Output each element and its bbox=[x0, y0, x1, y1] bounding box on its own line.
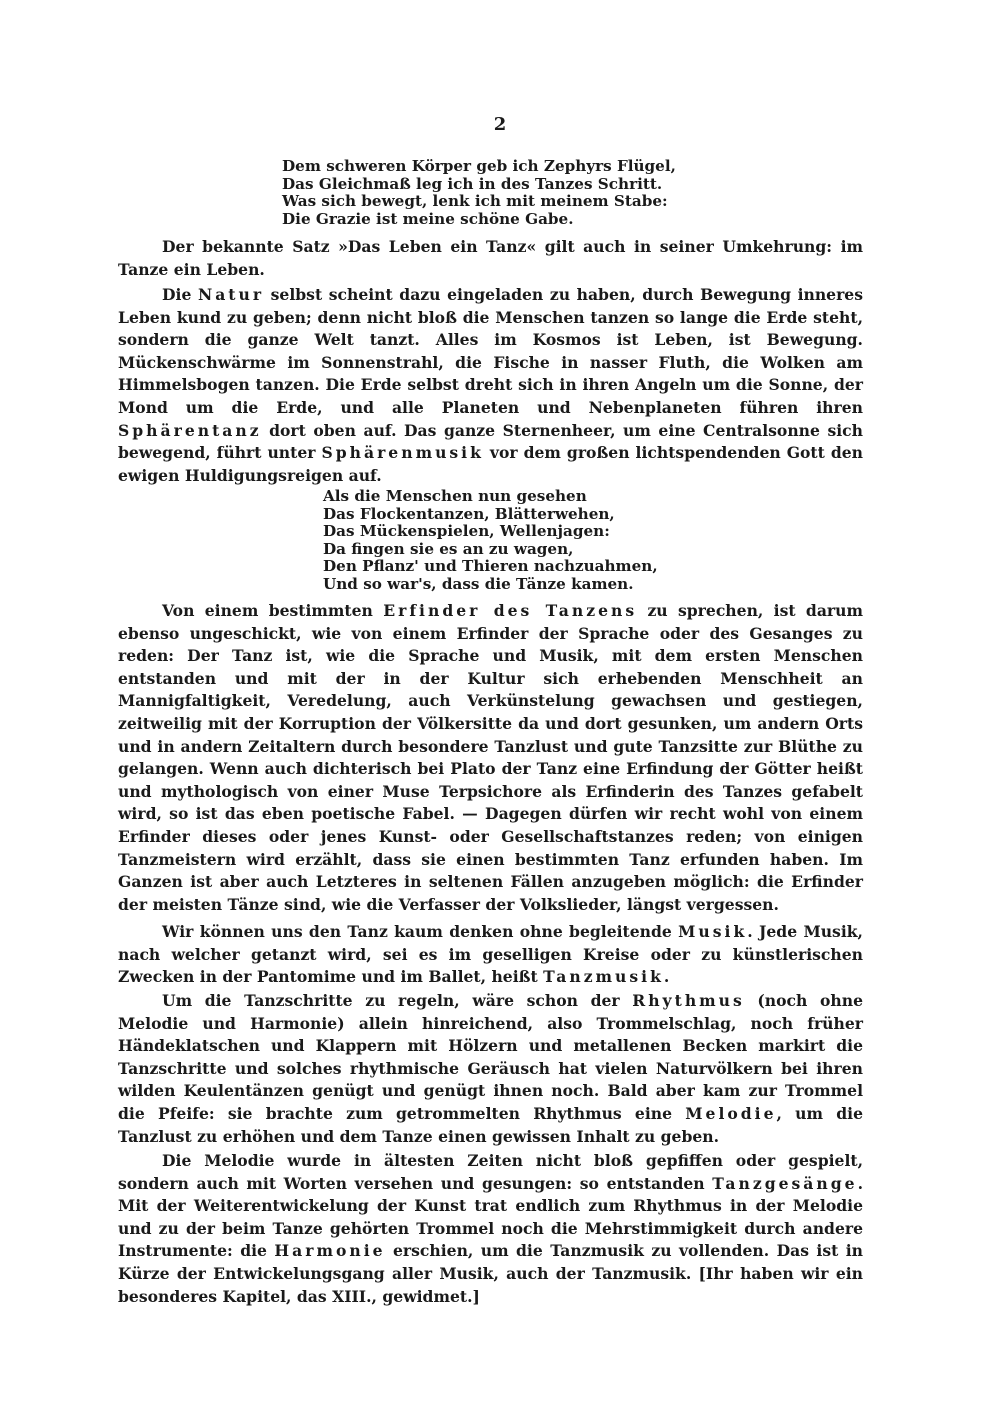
paragraph-text: . bbox=[663, 967, 670, 987]
paragraph-text: Der bekannte Satz »Das Leben ein Tanz« gilt auch in seiner Umkehrung: im Tanze ein Leben. bbox=[118, 237, 863, 279]
paragraph-text: zu sprechen, ist darum ebenso ungeschickt, wie von einem Erfinder der Sprache oder des Gesanges zu reden: Der Tanz ist, wie die Sprache und Musik, mit dem ersten Menschen entstanden und mit der in der Kultur sich erhebenden Menschheit an Mannigfaltigkeit, Veredelung, auch Verkünstelung gewachsen und gestiegen, zeitweilig mit der Korruption der Völkersitte da und dort gesunken, um andern Orts und in andern Zeitaltern durch besondere Tanzlust und gute Tanzsitte zur Blüthe zu gelangen. Wenn auch dichterisch bei Plato der Tanz eine Erfindung der Götter heißt und mythologisch von einer Muse Terpsichore als Erfinderin des Tanzes gefabelt wird, so ist das eben poetische Fabel. — Dagegen dürfen wir recht wohl von einem Erfinder dieses oder jenes Kunst- oder Gesellschaftstanzes reden; von einigen Tanzmeistern wird erzählt, dass sie einen bestimmten Tanz erfunden haben. Im Ganzen ist aber auch Letzteres in seltenen Fällen anzugeben möglich: die Erfinder der meisten Tänze sind, wie die Verfasser der Volkslieder, längst vergessen. bbox=[118, 601, 863, 914]
paragraph-text: dort oben auf. Das ganze Sternenheer, um eine Centralsonne sich bewegend, führt unter bbox=[118, 420, 863, 463]
verse-line: Das Flockentanzen, Blätterwehen, bbox=[323, 504, 615, 523]
spaced-term: Harmonie bbox=[274, 1241, 386, 1261]
verse-line: Das Gleichmaß leg ich in des Tanzes Schritt. bbox=[282, 174, 663, 193]
paragraph-text: (noch ohne Melodie und Harmonie) allein hinreichend, also Trommelschlag, noch früher Händeklatschen und Klappern mit Hölzern und metallenen Becken markirt die Tanzschritte und solches rhythmische Geräusch hat vielen Naturvölkern bei ihren wilden Keulentänzen genügt und genügt ihnen noch. Bald aber kam zur Trommel die Pfeife: sie brachte zum getrommelten Rhythmus eine bbox=[118, 991, 863, 1123]
paragraph-text: selbst scheint dazu eingeladen zu haben, durch Bewegung inneres Leben kund zu geben; denn nicht bloß die Menschen tanzen so lange die Erde steht, sondern die ganze Welt tanzt. Alles im Kosmos ist Leben, ist Bewegung. Mückenschwärme im Sonnenstrahl, die Fische in nasser Fluth, die Wolken am Himmelsbogen tanzen. Die Erde selbst dreht sich in ihren Angeln um die Sonne, der Mond um die Erde, und alle Planeten und Nebenplaneten führen ihren bbox=[118, 285, 863, 417]
spaced-term: Natur bbox=[197, 285, 265, 304]
verse-line: Als die Menschen nun gesehen bbox=[323, 487, 587, 505]
paragraph-text: erschien, um die Tanzmusik zu vollenden. Das ist in Kürze der Entwickelungsgang aller Musik, auch der Tanzmusik. [Ihr haben wir ein besonderes Kapitel, das XIII., gewidmet.] bbox=[118, 1241, 863, 1306]
verse-line: Und so war's, dass die Tänze kamen. bbox=[323, 574, 634, 593]
paragraph-text: Wir können uns den Tanz kaum denken ohne begleitende bbox=[162, 922, 679, 941]
verse-line: Das Mückenspielen, Wellenjagen: bbox=[323, 522, 610, 541]
paragraph-6 bbox=[118, 1150, 863, 1308]
paragraph-text: , um die Tanzlust zu erhöhen und dem Tanze einen gewissen Inhalt zu geben. bbox=[118, 1103, 863, 1146]
spaced-term: Sphärenmusik bbox=[321, 443, 484, 463]
paragraph-3 bbox=[118, 600, 863, 916]
paragraph-text: . Jede Musik, nach welcher getanzt wird, sei es im geselligen Kreise oder zu künstlerischen Zwecken in der Pantomime und im Ballet, heißt bbox=[118, 922, 863, 987]
verse-line: Die Grazie ist meine schöne Gabe. bbox=[282, 209, 574, 228]
verse-stanza-2 bbox=[323, 488, 658, 594]
paragraph-4 bbox=[118, 921, 863, 989]
spaced-term: Tanzmusik bbox=[543, 967, 664, 987]
spaced-term: Sphärentanz bbox=[118, 420, 262, 440]
paragraph-text: . Mit der Weiterentwickelung der Kunst trat endlich zum Rhythmus in der Melodie und zu der beim Tanze gehörten Trommel noch die Mehrstimmigkeit durch andere Instrumente: die bbox=[118, 1173, 863, 1261]
spaced-term: Tanzgesänge bbox=[712, 1173, 858, 1193]
paragraph-text: Von einem bestimmten bbox=[162, 601, 384, 620]
verse-line: Dem schweren Körper geb ich Zephyrs Flügel, bbox=[282, 157, 676, 175]
verse-line: Den Pflanz' und Thieren nachzuahmen, bbox=[323, 557, 658, 576]
spaced-term: Erfinder des Tanzens bbox=[383, 601, 638, 620]
paragraph-text: Die bbox=[162, 285, 198, 304]
paragraph-text: vor dem großen lichtspendenden Gott den ewigen Huldigungsreigen auf. bbox=[118, 443, 863, 485]
paragraph-1 bbox=[118, 236, 863, 281]
verse-stanza-1 bbox=[282, 158, 676, 228]
page-number: 2 bbox=[493, 114, 507, 135]
paragraph-text: Um die Tanzschritte zu regeln, wäre schon der bbox=[162, 991, 633, 1010]
paragraph-2 bbox=[118, 284, 863, 487]
verse-line: Da fingen sie es an zu wagen, bbox=[323, 539, 574, 558]
verse-line: Was sich bewegt, lenk ich mit meinem Stabe: bbox=[282, 192, 668, 211]
paragraph-5 bbox=[118, 990, 863, 1148]
paragraph-text: Die Melodie wurde in ältesten Zeiten nicht bloß gepfiffen oder gespielt, sondern auch mit Worten versehen und gesungen: so entstanden bbox=[118, 1151, 863, 1193]
spaced-term: Rhythmus bbox=[632, 991, 745, 1010]
spaced-term: Melodie bbox=[685, 1103, 777, 1123]
spaced-term: Musik bbox=[678, 922, 748, 941]
